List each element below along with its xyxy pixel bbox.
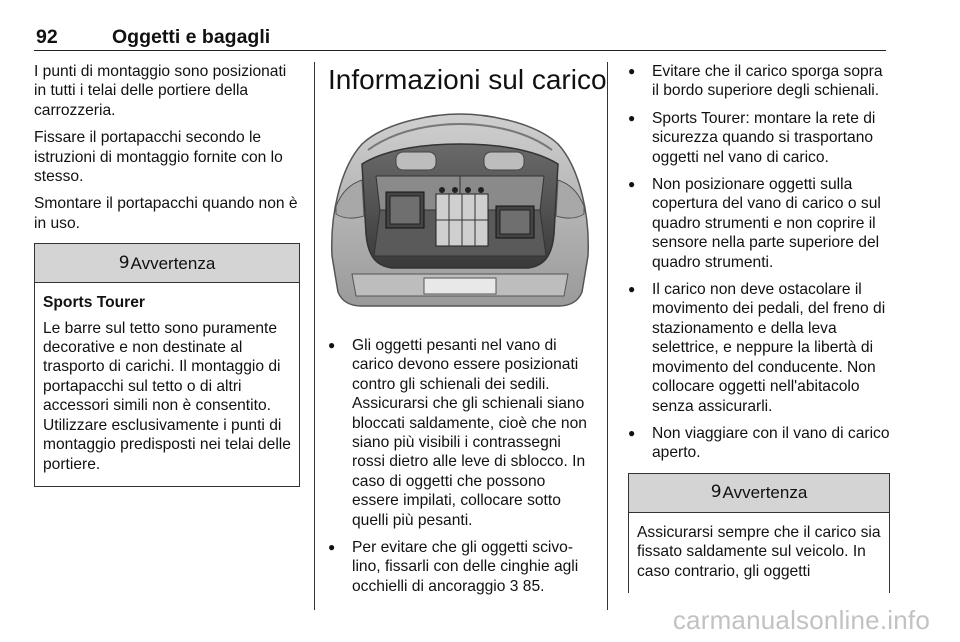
column-left [34,62,300,487]
column-divider [607,62,608,610]
column-middle [328,64,607,604]
warning-body [35,283,299,486]
section-title: Informazioni sul carico [328,64,607,95]
list-item: ● Non viaggiare con il vano di carico aperto. [628,424,890,463]
page-header [34,26,886,51]
warning-header [35,244,299,283]
bullet-list [328,336,592,596]
paragraph: Fissare il portapacchi secondo le istruzioni di montaggio fornite con lo stesso. [34,129,283,186]
paragraph: I punti di montaggio sono posizionati in tutti i telai delle portiere della carrozzeria. [34,63,287,119]
warning-header [629,474,889,513]
warning-heading: Avvertenza [130,253,216,273]
warning-heading: Avvertenza [722,483,808,503]
list-item: ● Evitare che il carico sporga sopra il bordo superiore degli schienali. [628,62,890,101]
watermark: carmanualsonline.info [672,605,930,635]
paragraph: Smontare il portapacchi quando non è in uso. [34,195,298,232]
column-right [628,62,890,593]
page-number: 92 [36,26,58,48]
list-item: ● Per evitare che gli oggetti scivolino, fissarli con delle cinghie agli occhielli di ancoraggio 3 85. [328,538,592,596]
column-divider [314,62,315,610]
list-item: ● Il carico non deve ostacolare il movimento dei pedali, del freno di stazionamento e della leva selettrice, e neppure la libertà di movimento del conducente. Non collocare oggetti nell'abitacolo senza assicurarli. [628,280,890,416]
warning-box [34,243,300,487]
warning-text: Le barre sul tetto sono puramente decorative e non destinate al trasporto di carichi. Il montaggio di portapacchi sul tetto o di altri accessori simili non è consentito. Utilizzare esclusivamente i punti di montaggio predisposti nei telai delle portiere. [43,319,291,473]
list-item: ● Non posizionare oggetti sulla copertura del vano di carico o sul quadro strumenti e non coprire il sensore nella parte superiore del quadro strumenti. [628,175,890,272]
cargo-illustration [328,106,592,314]
warning-triangle-icon: 9 [710,482,722,503]
warning-text: Assicurarsi sempre che il carico sia fissato saldamente sul veicolo. In caso contrario, gli oggetti [637,523,881,580]
list-item: ● Sports Tourer: montare la rete di sicurezza quando si trasportano oggetti nel vano di carico. [628,109,890,167]
warning-box [628,473,890,593]
list-item: ● Gli oggetti pesanti nel vano di carico devono essere posizionati contro gli schienali dei sedili. Assicurarsi che gli schienali siano bloccati saldamente, cioè che non siano più visibili i contrassegni rossi dietro alle leve di sblocco. In caso di oggetti che possono essere impilati, collocare sotto quelli più pesanti. [328,336,592,530]
warning-body [629,513,889,593]
warning-subtitle: Sports Tourer [43,294,145,312]
warning-triangle-icon: 9 [118,252,130,273]
bullet-list [628,62,890,463]
chapter-title: Oggetti e bagagli [112,26,271,48]
